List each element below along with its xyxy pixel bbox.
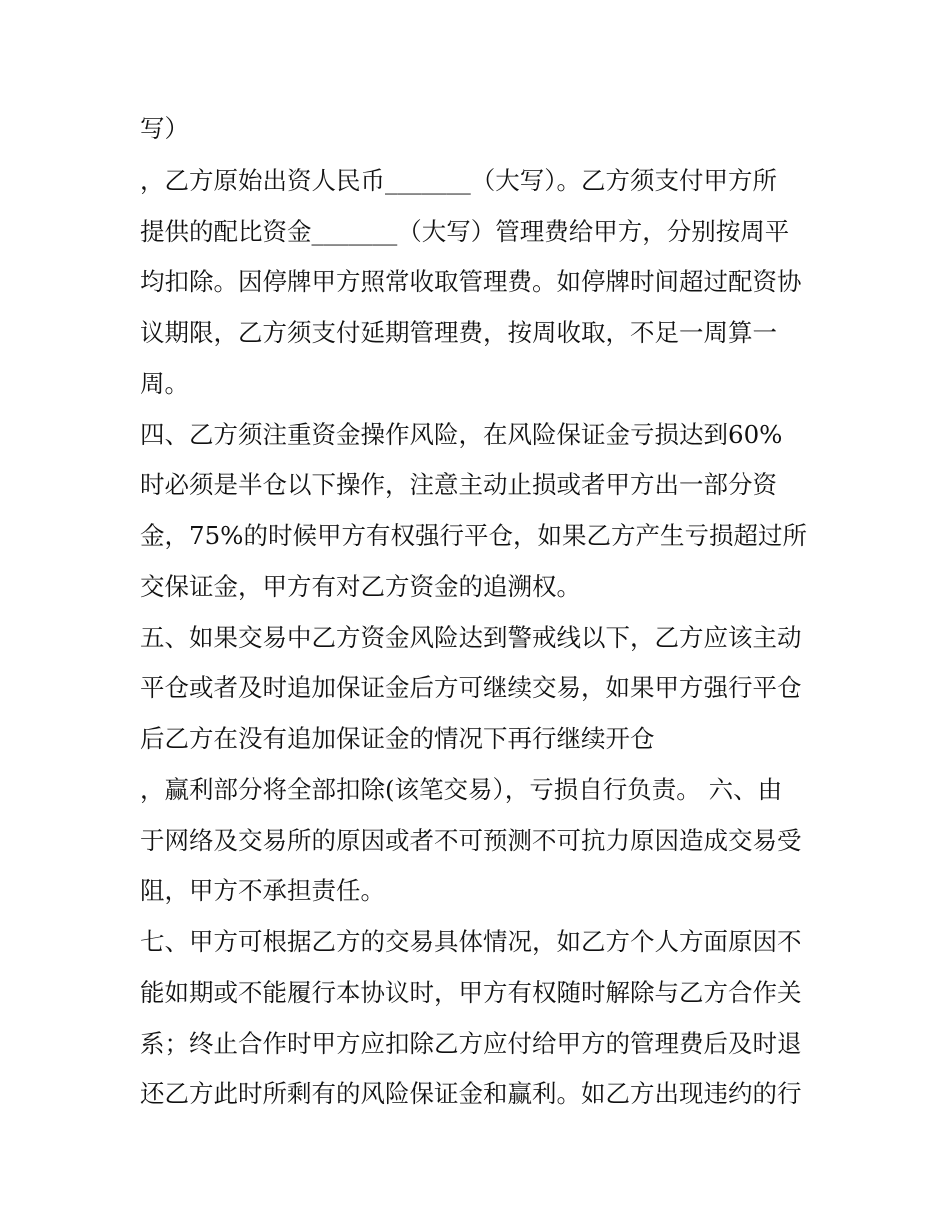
text-line: 平仓或者及时追加保证金后方可继续交易，如果甲方强行平仓 bbox=[140, 673, 802, 702]
text-line: ，乙方原始出资人民币_______（大写）。乙方须支付甲方所 bbox=[140, 166, 777, 195]
text-line: 于网络及交易所的原因或者不可预测不可抗力原因造成交易受 bbox=[140, 826, 802, 855]
text-line: 交保证金，甲方有对乙方资金的追溯权。 bbox=[140, 572, 581, 601]
text-line: 金，75%的时候甲方有权强行平仓，如果乙方产生亏损超过所 bbox=[140, 521, 807, 550]
text-line: 七、甲方可根据乙方的交易具体情况，如乙方个人方面原因不 bbox=[140, 927, 802, 956]
text-line: 能如期或不能履行本协议时，甲方有权随时解除与乙方合作关 bbox=[140, 978, 802, 1007]
text-line: 还乙方此时所剩有的风险保证金和赢利。如乙方出现违约的行 bbox=[140, 1079, 802, 1108]
text-line: 议期限，乙方须支付延期管理费，按周收取，不足一周算一 bbox=[140, 318, 777, 347]
text-line: 提供的配比资金_______（大写）管理费给甲方，分别按周平 bbox=[140, 217, 790, 246]
text-line: 阻，甲方不承担责任。 bbox=[140, 876, 385, 905]
text-line: 五、如果交易中乙方资金风险达到警戒线以下，乙方应该主动 bbox=[140, 623, 802, 652]
text-line: 四、乙方须注重资金操作风险，在风险保证金亏损达到60% bbox=[140, 420, 783, 449]
text-line: 周。 bbox=[140, 369, 189, 398]
text-line: 时必须是半仓以下操作，注意主动止损或者甲方出一部分资 bbox=[140, 470, 777, 499]
text-line: ，赢利部分将全部扣除(该笔交易），亏损自行负责。 六、由 bbox=[140, 775, 783, 804]
text-line: 均扣除。因停牌甲方照常收取管理费。如停牌时间超过配资协 bbox=[140, 267, 802, 296]
text-line: 后乙方在没有追加保证金的情况下再行继续开仓 bbox=[140, 724, 655, 753]
text-line: 写） bbox=[140, 114, 189, 143]
text-line: 系；终止合作时甲方应扣除乙方应付给甲方的管理费后及时退 bbox=[140, 1029, 802, 1058]
